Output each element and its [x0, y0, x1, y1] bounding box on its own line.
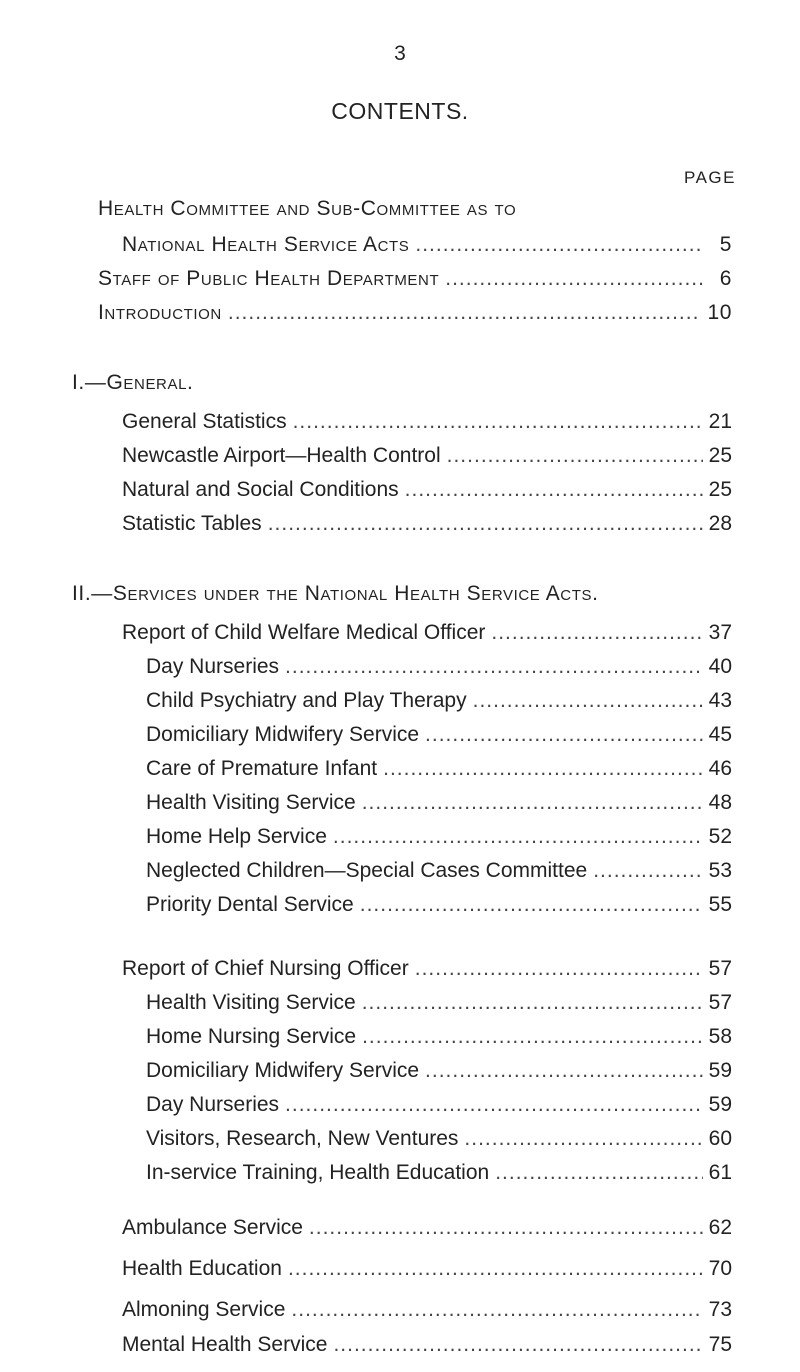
toc-entry[interactable]: In-service Training, Health Education ..... 61 — [146, 1161, 732, 1195]
toc-entry[interactable]: Natural and Social Conditions ..... 25 — [122, 478, 732, 512]
toc-entry[interactable]: Health Education ..... 70 — [122, 1257, 732, 1291]
toc-entry[interactable]: Day Nurseries ..... 40 — [146, 655, 732, 689]
toc-entry[interactable]: Report of Chief Nursing Officer ..... 57 — [122, 957, 732, 991]
toc-entry[interactable]: Health Visiting Service ..... 48 — [146, 791, 732, 825]
toc-entry[interactable]: Introduction ..... 10 — [98, 301, 732, 335]
toc-entry[interactable]: General Statistics ..... 21 — [122, 410, 732, 444]
page-title: CONTENTS. — [331, 98, 469, 124]
toc-entry[interactable]: Health Visiting Service ..... 57 — [146, 991, 732, 1025]
toc-entry[interactable]: Domiciliary Midwifery Service ..... 45 — [146, 723, 732, 757]
section-heading-services: II.—Services under the National Health Service Acts. — [72, 582, 599, 605]
toc-entry[interactable]: Newcastle Airport—Health Control ..... 25 — [122, 444, 732, 478]
toc-entry[interactable]: Mental Health Service ..... 75 — [122, 1333, 732, 1367]
page-number: 3 — [394, 42, 406, 65]
toc-entry[interactable]: Care of Premature Infant ..... 46 — [146, 757, 732, 791]
section-heading-general: I.—General. — [72, 371, 194, 394]
toc-entry[interactable]: Priority Dental Service ..... 55 — [146, 893, 732, 927]
toc-entry[interactable]: Domiciliary Midwifery Service ..... 59 — [146, 1059, 732, 1093]
toc-entry[interactable]: Ambulance Service ..... 62 — [122, 1216, 732, 1250]
toc-entry[interactable]: Child Psychiatry and Play Therapy ..... 43 — [146, 689, 732, 723]
toc-entry[interactable]: Statistic Tables ..... 28 — [122, 512, 732, 546]
toc-entry[interactable]: Staff of Public Health Department ..... 6 — [98, 267, 732, 301]
toc-heading-committee: Health Committee and Sub-Committee as to — [98, 197, 517, 220]
toc-entry[interactable]: Neglected Children—Special Cases Committee ..... 53 — [146, 859, 732, 893]
toc-entry[interactable]: Visitors, Research, New Ventures ..... 60 — [146, 1127, 732, 1161]
toc-entry[interactable]: Report of Child Welfare Medical Officer ..... 37 — [122, 621, 732, 655]
page-column-label: PAGE — [684, 168, 736, 187]
toc-entry[interactable]: Home Nursing Service ..... 58 — [146, 1025, 732, 1059]
toc-entry[interactable]: National Health Service Acts ..... 5 — [122, 233, 732, 267]
toc-entry[interactable]: Almoning Service ..... 73 — [122, 1298, 732, 1332]
toc-entry[interactable]: Home Help Service ..... 52 — [146, 825, 732, 859]
toc-entry[interactable]: Day Nurseries ..... 59 — [146, 1093, 732, 1127]
